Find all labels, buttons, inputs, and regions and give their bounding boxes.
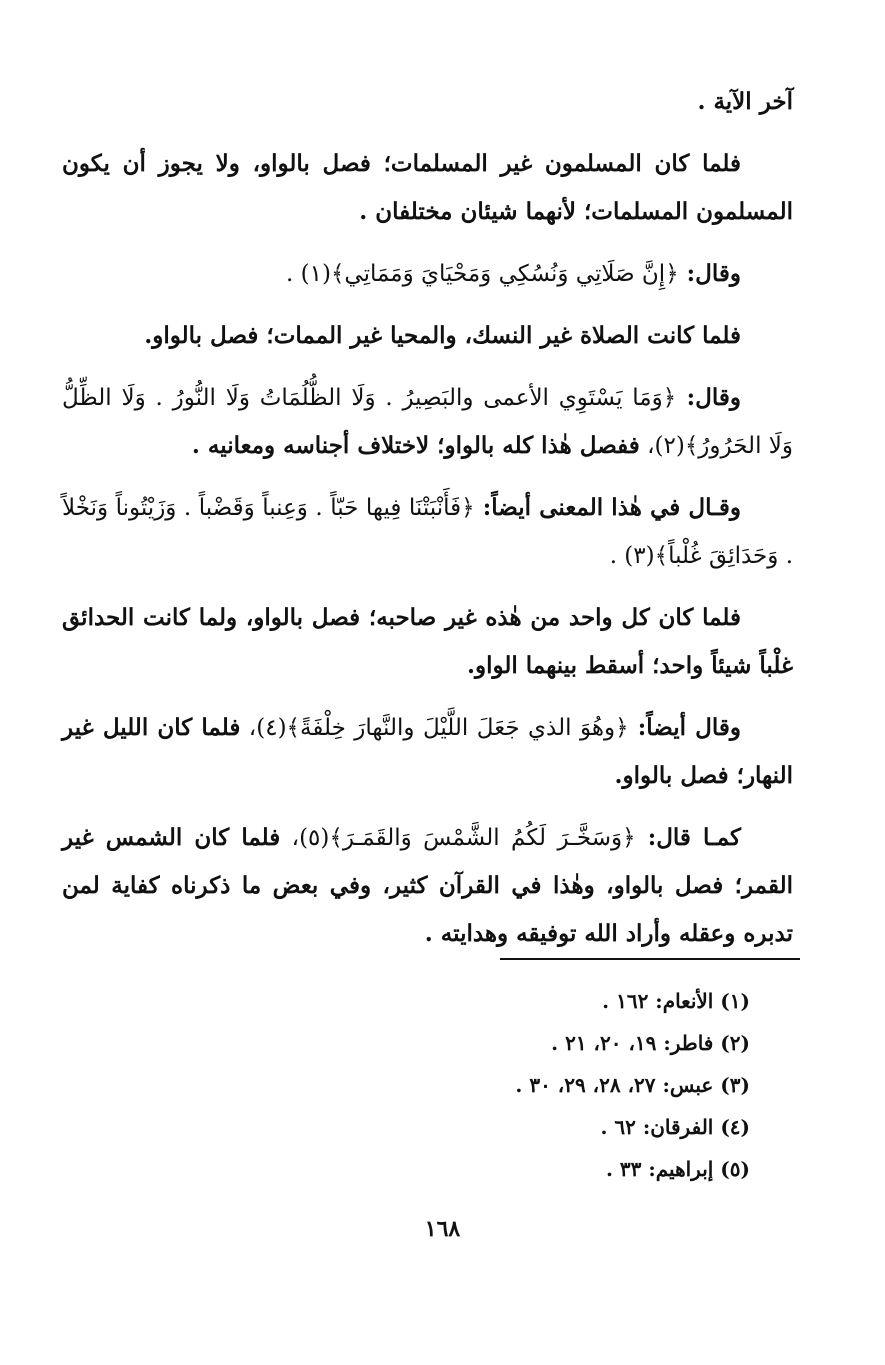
paragraph [62,78,793,126]
footnote: (٥) إبراهيم: ٣٣ . [605,1157,750,1181]
quran-verse: ﴿إِنَّ صَلَاتِي وَنُسُكِي وَمَحْيَايَ وَمَمَاتِي﴾(١) . [286,261,679,287]
quran-verse: ﴿وَسَخَّـرَ لَكُمُ الشَّمْسَ وَالقَمَـرَ﴾(٥)، [280,825,636,851]
footnote: (٤) الفرقان: ٦٢ . [600,1115,750,1139]
paragraph [62,704,793,800]
body-text [62,78,793,972]
paragraph [62,312,793,360]
paragraph-text: فلما كان الشمس غير القمر؛ فصل بالواو، وهٰذا في القرآن كثير، وفي بعض ما ذكرناه كفاية لمن تدبره وعقله وأراد الله توفيقه وهدايته . [62,824,793,947]
paragraph-text: فلما كانت الصلاة غير النسك، والمحيا غير الممات؛ فصل بالواو. [144,322,741,349]
quran-verse: ﴿فَأَنْبَتْنَا فِيها حَبّاً . وَعِنباً وَقَضْباً . وَزَيْتُوناً وَنَخْلاً . وَحَدَائِقَ غُلْباً﴾(٣) . [62,495,793,569]
footnote-divider [500,958,800,960]
paragraph [62,484,793,580]
paragraph-text: وقـال في هٰذا المعنى أيضاً: [474,494,741,521]
paragraph-text: وقال: [676,384,741,411]
paragraph-text: آخر الآية . [697,88,793,115]
quran-verse: ﴿وهُوَ الذي جَعَلَ اللَّيْلَ والنَّهارَ خِلْفَةً﴾(٤)، [240,715,629,741]
paragraph-text: وقال أيضاً: [628,714,741,741]
paragraph [62,140,793,236]
paragraph [62,250,793,298]
paragraph [62,814,793,958]
paragraph-text: فلما كان الليل غير النهار؛ فصل بالواو. [62,714,793,789]
quran-verse: ﴿وَمَا يَسْتَوِي الأعمى والبَصِيرُ . وَلَا الظُّلُمَاتُ وَلَا النُّورُ . وَلَا الظِّلُّ وَلَا الحَرُورُ﴾(٢)، [62,385,793,459]
paragraph [62,374,793,470]
footnote: (٣) عبس: ٢٧، ٢٨، ٢٩، ٣٠ . [515,1073,750,1097]
footnotes [300,980,750,1190]
paragraph-text: فلما كان كل واحد من هٰذه غير صاحبه؛ فصل بالواو، ولما كانت الحدائق غلْباً شيئاً واحد؛ أسقط بينهما الواو. [62,604,793,679]
footnote: (١) الأنعام: ١٦٢ . [602,989,750,1013]
paragraph-text: وقال: [678,260,741,287]
paragraph-text: كمـا قال: [635,824,741,851]
paragraph-text: ففصل هٰذا كله بالواو؛ لاختلاف أجناسه ومعانيه . [191,432,640,459]
paragraph [62,594,793,690]
page-number: ١٦٨ [424,1216,461,1242]
footnote: (٢) فاطر: ١٩، ٢٠، ٢١ . [551,1031,750,1055]
paragraph-text: فلما كان المسلمون غير المسلمات؛ فصل بالواو، ولا يجوز أن يكون المسلمون المسلمات؛ لأنهما شيئان مختلفان . [62,150,793,225]
